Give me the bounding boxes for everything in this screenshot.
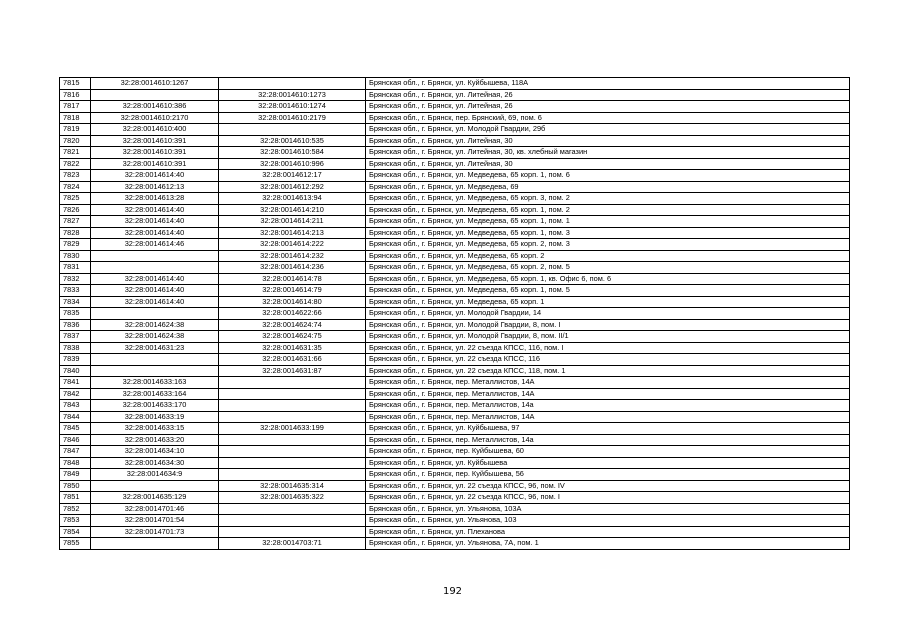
object-cadastral-number-cell <box>219 469 366 481</box>
address-cell: Брянская обл., г. Брянск, ул. Литейная, 26 <box>366 101 850 113</box>
object-cadastral-number-cell: 32:28:0014631:35 <box>219 342 366 354</box>
address-cell: Брянская обл., г. Брянск, ул. Литейная, 30, кв. хлебный магазин <box>366 147 850 159</box>
address-cell: Брянская обл., г. Брянск, ул. Медведева, 65 корп. 1, пом. 3 <box>366 227 850 239</box>
row-number-cell: 7834 <box>60 296 91 308</box>
object-cadastral-number-cell: 32:28:0014635:314 <box>219 480 366 492</box>
table-row <box>60 193 850 205</box>
cadastral-number-cell <box>91 89 219 101</box>
row-number-cell: 7823 <box>60 170 91 182</box>
row-number-cell: 7821 <box>60 147 91 159</box>
row-number-cell: 7835 <box>60 308 91 320</box>
table-row <box>60 239 850 251</box>
cadastral-number-cell: 32:28:0014610:1267 <box>91 78 219 90</box>
table-row <box>60 400 850 412</box>
address-cell: Брянская обл., г. Брянск, ул. Куйбышева <box>366 457 850 469</box>
row-number-cell: 7836 <box>60 319 91 331</box>
table-row <box>60 377 850 389</box>
cadastral-number-cell: 32:28:0014612:13 <box>91 181 219 193</box>
address-cell: Брянская обл., г. Брянск, ул. Ульянова, 103А <box>366 503 850 515</box>
table-row <box>60 273 850 285</box>
table-row <box>60 469 850 481</box>
address-cell: Брянская обл., г. Брянск, пер. Металлистов, 14А <box>366 411 850 423</box>
cadastral-number-cell <box>91 365 219 377</box>
cadastral-number-cell: 32:28:0014633:170 <box>91 400 219 412</box>
table-row <box>60 457 850 469</box>
address-cell: Брянская обл., г. Брянск, ул. Литейная, 30 <box>366 135 850 147</box>
object-cadastral-number-cell: 32:28:0014624:75 <box>219 331 366 343</box>
object-cadastral-number-cell: 32:28:0014614:210 <box>219 204 366 216</box>
cadastral-number-cell: 32:28:0014610:386 <box>91 101 219 113</box>
registry-table-body <box>60 78 850 550</box>
object-cadastral-number-cell: 32:28:0014614:79 <box>219 285 366 297</box>
cadastral-number-cell: 32:28:0014610:391 <box>91 135 219 147</box>
cadastral-number-cell: 32:28:0014614:40 <box>91 216 219 228</box>
cadastral-number-cell: 32:28:0014635:129 <box>91 492 219 504</box>
cadastral-number-cell <box>91 538 219 550</box>
table-row <box>60 538 850 550</box>
table-row <box>60 526 850 538</box>
cadastral-number-cell: 32:28:0014610:400 <box>91 124 219 136</box>
cadastral-number-cell <box>91 250 219 262</box>
row-number-cell: 7820 <box>60 135 91 147</box>
object-cadastral-number-cell: 32:28:0014610:2179 <box>219 112 366 124</box>
row-number-cell: 7839 <box>60 354 91 366</box>
table-row <box>60 78 850 90</box>
row-number-cell: 7826 <box>60 204 91 216</box>
table-row <box>60 296 850 308</box>
address-cell: Брянская обл., г. Брянск, ул. Медведева, 65 корп. 3, пом. 2 <box>366 193 850 205</box>
address-cell: Брянская обл., г. Брянск, ул. 22 съезда КПСС, 116 <box>366 354 850 366</box>
row-number-cell: 7845 <box>60 423 91 435</box>
cadastral-number-cell: 32:28:0014631:23 <box>91 342 219 354</box>
cadastral-number-cell <box>91 262 219 274</box>
address-cell: Брянская обл., г. Брянск, ул. Медведева, 65 корп. 2 <box>366 250 850 262</box>
row-number-cell: 7818 <box>60 112 91 124</box>
object-cadastral-number-cell: 32:28:0014631:66 <box>219 354 366 366</box>
row-number-cell: 7829 <box>60 239 91 251</box>
object-cadastral-number-cell: 32:28:0014610:535 <box>219 135 366 147</box>
row-number-cell: 7842 <box>60 388 91 400</box>
address-cell: Брянская обл., г. Брянск, ул. Молодой Гвардии, 8, пом. I <box>366 319 850 331</box>
table-row <box>60 503 850 515</box>
address-cell: Брянская обл., г. Брянск, ул. 22 съезда КПСС, 116, пом. I <box>366 342 850 354</box>
row-number-cell: 7849 <box>60 469 91 481</box>
object-cadastral-number-cell <box>219 457 366 469</box>
cadastral-number-cell: 32:28:0014633:19 <box>91 411 219 423</box>
address-cell: Брянская обл., г. Брянск, ул. Плеханова <box>366 526 850 538</box>
table-row <box>60 434 850 446</box>
object-cadastral-number-cell: 32:28:0014631:87 <box>219 365 366 377</box>
object-cadastral-number-cell: 32:28:0014614:236 <box>219 262 366 274</box>
table-row <box>60 216 850 228</box>
row-number-cell: 7816 <box>60 89 91 101</box>
cadastral-number-cell: 32:28:0014614:40 <box>91 296 219 308</box>
row-number-cell: 7852 <box>60 503 91 515</box>
row-number-cell: 7854 <box>60 526 91 538</box>
row-number-cell: 7841 <box>60 377 91 389</box>
table-row <box>60 388 850 400</box>
table-row <box>60 446 850 458</box>
table-row <box>60 342 850 354</box>
object-cadastral-number-cell: 32:28:0014635:322 <box>219 492 366 504</box>
row-number-cell: 7827 <box>60 216 91 228</box>
object-cadastral-number-cell <box>219 503 366 515</box>
table-row <box>60 411 850 423</box>
row-number-cell: 7848 <box>60 457 91 469</box>
object-cadastral-number-cell: 32:28:0014614:80 <box>219 296 366 308</box>
cadastral-number-cell <box>91 308 219 320</box>
address-cell: Брянская обл., г. Брянск, ул. Молодой Гвардии, 14 <box>366 308 850 320</box>
table-row <box>60 135 850 147</box>
address-cell: Брянская обл., г. Брянск, ул. Ульянова, 7А, пом. 1 <box>366 538 850 550</box>
row-number-cell: 7830 <box>60 250 91 262</box>
object-cadastral-number-cell: 32:28:0014610:1274 <box>219 101 366 113</box>
cadastral-number-cell <box>91 354 219 366</box>
page-number: 192 <box>442 586 463 597</box>
object-cadastral-number-cell <box>219 411 366 423</box>
cadastral-number-cell: 32:28:0014624:38 <box>91 331 219 343</box>
object-cadastral-number-cell: 32:28:0014610:996 <box>219 158 366 170</box>
address-cell: Брянская обл., г. Брянск, ул. Медведева, 65 корп. 2, пом. 5 <box>366 262 850 274</box>
table-row <box>60 89 850 101</box>
table-row <box>60 285 850 297</box>
cadastral-number-cell: 32:28:0014633:164 <box>91 388 219 400</box>
table-row <box>60 158 850 170</box>
object-cadastral-number-cell <box>219 124 366 136</box>
table-row <box>60 365 850 377</box>
address-cell: Брянская обл., г. Брянск, ул. Медведева, 65 корп. 1, кв. Офис 6, пом. 6 <box>366 273 850 285</box>
object-cadastral-number-cell <box>219 515 366 527</box>
row-number-cell: 7844 <box>60 411 91 423</box>
table-row <box>60 423 850 435</box>
table-row <box>60 170 850 182</box>
row-number-cell: 7853 <box>60 515 91 527</box>
row-number-cell: 7815 <box>60 78 91 90</box>
cadastral-number-cell: 32:28:0014610:391 <box>91 147 219 159</box>
address-cell: Брянская обл., г. Брянск, ул. Медведева, 65 корп. 1 <box>366 296 850 308</box>
row-number-cell: 7855 <box>60 538 91 550</box>
cadastral-number-cell: 32:28:0014633:163 <box>91 377 219 389</box>
cadastral-number-cell: 32:28:0014624:38 <box>91 319 219 331</box>
table-row <box>60 204 850 216</box>
cadastral-number-cell: 32:28:0014614:40 <box>91 204 219 216</box>
row-number-cell: 7828 <box>60 227 91 239</box>
address-cell: Брянская обл., г. Брянск, ул. Куйбышева, 97 <box>366 423 850 435</box>
row-number-cell: 7817 <box>60 101 91 113</box>
cadastral-number-cell: 32:28:0014614:40 <box>91 170 219 182</box>
row-number-cell: 7833 <box>60 285 91 297</box>
table-row <box>60 492 850 504</box>
address-cell: Брянская обл., г. Брянск, ул. Молодой Гвардии, 8, пом. II/1 <box>366 331 850 343</box>
object-cadastral-number-cell: 32:28:0014610:1273 <box>219 89 366 101</box>
row-number-cell: 7851 <box>60 492 91 504</box>
table-row <box>60 308 850 320</box>
cadastral-number-cell: 32:28:0014614:40 <box>91 273 219 285</box>
table-row <box>60 147 850 159</box>
cadastral-number-cell: 32:28:0014614:40 <box>91 227 219 239</box>
address-cell: Брянская обл., г. Брянск, ул. Литейная, 30 <box>366 158 850 170</box>
object-cadastral-number-cell: 32:28:0014614:222 <box>219 239 366 251</box>
object-cadastral-number-cell: 32:28:0014614:78 <box>219 273 366 285</box>
address-cell: Брянская обл., г. Брянск, пер. Куйбышева, 60 <box>366 446 850 458</box>
table-row <box>60 262 850 274</box>
row-number-cell: 7822 <box>60 158 91 170</box>
object-cadastral-number-cell: 32:28:0014612:17 <box>219 170 366 182</box>
cadastral-number-cell: 32:28:0014701:46 <box>91 503 219 515</box>
object-cadastral-number-cell: 32:28:0014622:66 <box>219 308 366 320</box>
cadastral-number-cell: 32:28:0014613:28 <box>91 193 219 205</box>
cadastral-number-cell: 32:28:0014614:40 <box>91 285 219 297</box>
address-cell: Брянская обл., г. Брянск, ул. Медведева, 65 корп. 1, пом. 1 <box>366 216 850 228</box>
cadastral-number-cell: 32:28:0014633:20 <box>91 434 219 446</box>
row-number-cell: 7846 <box>60 434 91 446</box>
table-row <box>60 354 850 366</box>
row-number-cell: 7838 <box>60 342 91 354</box>
object-cadastral-number-cell <box>219 388 366 400</box>
object-cadastral-number-cell <box>219 377 366 389</box>
object-cadastral-number-cell: 32:28:0014613:94 <box>219 193 366 205</box>
row-number-cell: 7840 <box>60 365 91 377</box>
object-cadastral-number-cell: 32:28:0014624:74 <box>219 319 366 331</box>
object-cadastral-number-cell <box>219 78 366 90</box>
object-cadastral-number-cell: 32:28:0014614:213 <box>219 227 366 239</box>
object-cadastral-number-cell: 32:28:0014610:584 <box>219 147 366 159</box>
object-cadastral-number-cell <box>219 526 366 538</box>
row-number-cell: 7832 <box>60 273 91 285</box>
table-row <box>60 227 850 239</box>
address-cell: Брянская обл., г. Брянск, ул. 22 съезда КПСС, 118, пом. 1 <box>366 365 850 377</box>
address-cell: Брянская обл., г. Брянск, пер. Металлистов, 14А <box>366 388 850 400</box>
table-row <box>60 101 850 113</box>
row-number-cell: 7819 <box>60 124 91 136</box>
object-cadastral-number-cell: 32:28:0014612:292 <box>219 181 366 193</box>
table-row <box>60 250 850 262</box>
address-cell: Брянская обл., г. Брянск, ул. Медведева, 65 корп. 1, пом. 5 <box>366 285 850 297</box>
address-cell: Брянская обл., г. Брянск, ул. Медведева, 65 корп. 1, пом. 6 <box>366 170 850 182</box>
object-cadastral-number-cell: 32:28:0014614:232 <box>219 250 366 262</box>
cadastral-number-cell: 32:28:0014610:2170 <box>91 112 219 124</box>
address-cell: Брянская обл., г. Брянск, пер. Металлистов, 14а <box>366 400 850 412</box>
object-cadastral-number-cell <box>219 446 366 458</box>
cadastral-number-cell: 32:28:0014610:391 <box>91 158 219 170</box>
row-number-cell: 7825 <box>60 193 91 205</box>
table-row <box>60 124 850 136</box>
table-row <box>60 480 850 492</box>
address-cell: Брянская обл., г. Брянск, пер. Металлистов, 14А <box>366 377 850 389</box>
row-number-cell: 7831 <box>60 262 91 274</box>
address-cell: Брянская обл., г. Брянск, ул. Ульянова, 103 <box>366 515 850 527</box>
cadastral-number-cell: 32:28:0014634:30 <box>91 457 219 469</box>
row-number-cell: 7843 <box>60 400 91 412</box>
address-cell: Брянская обл., г. Брянск, ул. Медведева, 69 <box>366 181 850 193</box>
table-row <box>60 181 850 193</box>
address-cell: Брянская обл., г. Брянск, ул. Медведева, 65 корп. 1, пом. 2 <box>366 204 850 216</box>
address-cell: Брянская обл., г. Брянск, ул. Куйбышева, 118А <box>366 78 850 90</box>
cadastral-number-cell <box>91 480 219 492</box>
cadastral-number-cell: 32:28:0014634:9 <box>91 469 219 481</box>
object-cadastral-number-cell: 32:28:0014633:199 <box>219 423 366 435</box>
row-number-cell: 7850 <box>60 480 91 492</box>
registry-table <box>59 77 850 550</box>
cadastral-number-cell: 32:28:0014614:46 <box>91 239 219 251</box>
row-number-cell: 7837 <box>60 331 91 343</box>
cadastral-number-cell: 32:28:0014701:73 <box>91 526 219 538</box>
object-cadastral-number-cell <box>219 434 366 446</box>
address-cell: Брянская обл., г. Брянск, ул. Молодой Гвардии, 29б <box>366 124 850 136</box>
address-cell: Брянская обл., г. Брянск, ул. Медведева, 65 корп. 2, пом. 3 <box>366 239 850 251</box>
address-cell: Брянская обл., г. Брянск, ул. 22 съезда КПСС, 96, пом. I <box>366 492 850 504</box>
address-cell: Брянская обл., г. Брянск, ул. 22 съезда КПСС, 96, пом. IV <box>366 480 850 492</box>
row-number-cell: 7847 <box>60 446 91 458</box>
object-cadastral-number-cell: 32:28:0014614:211 <box>219 216 366 228</box>
address-cell: Брянская обл., г. Брянск, пер. Металлистов, 14а <box>366 434 850 446</box>
object-cadastral-number-cell: 32:28:0014703:71 <box>219 538 366 550</box>
address-cell: Брянская обл., г. Брянск, ул. Литейная, 26 <box>366 89 850 101</box>
address-cell: Брянская обл., г. Брянск, пер. Брянский, 69, пом. 6 <box>366 112 850 124</box>
cadastral-number-cell: 32:28:0014634:10 <box>91 446 219 458</box>
cadastral-number-cell: 32:28:0014701:54 <box>91 515 219 527</box>
table-row <box>60 331 850 343</box>
address-cell: Брянская обл., г. Брянск, пер. Куйбышева, 56 <box>366 469 850 481</box>
table-row <box>60 515 850 527</box>
row-number-cell: 7824 <box>60 181 91 193</box>
object-cadastral-number-cell <box>219 400 366 412</box>
table-row <box>60 112 850 124</box>
cadastral-number-cell: 32:28:0014633:15 <box>91 423 219 435</box>
table-row <box>60 319 850 331</box>
